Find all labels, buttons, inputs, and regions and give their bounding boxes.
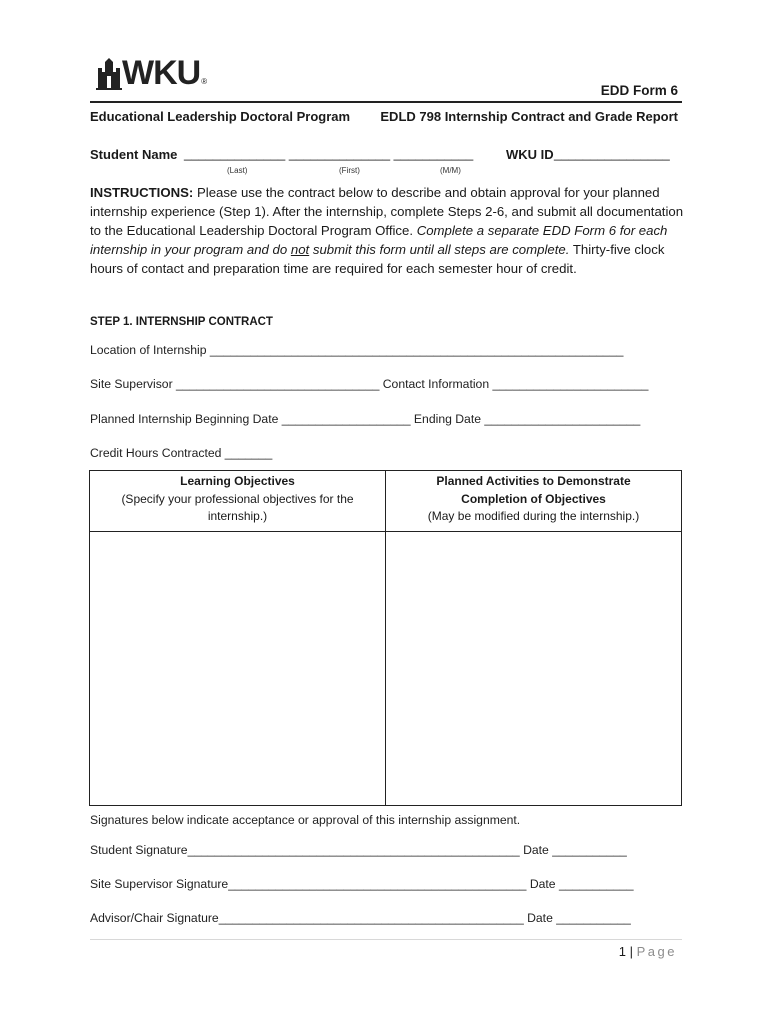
page-num-value: 1 — [618, 944, 627, 959]
instructions-italic-1: Complete a separate EDD Form 6 for each internship in your program and do — [90, 223, 668, 257]
form-id: EDD Form 6 — [600, 83, 678, 98]
learning-objectives-cell[interactable] — [90, 532, 386, 806]
learning-objectives-header — [90, 471, 386, 532]
instructions-paragraph — [90, 183, 690, 278]
instructions-text-1: Please use the contract below to describe and obtain approval for your planned internship experience (Step 1). After the internship, complete Steps 2-6, and submit all documentation to the Educational Leadership Doctoral Program Office. — [90, 185, 684, 238]
credit-hours-field[interactable]: Credit Hours Contracted _______ — [90, 446, 273, 460]
instructions-not: not — [290, 242, 310, 257]
course-title: EDLD 798 Internship Contract and Grade Report — [380, 109, 678, 124]
page-separator: | — [626, 944, 637, 959]
wku-logo — [96, 50, 207, 90]
signatures-intro: Signatures below indicate acceptance or approval of this internship assignment. — [90, 813, 521, 827]
objectives-table — [89, 470, 682, 806]
instructions-italic-2: submit this form until all steps are complete. — [309, 242, 570, 257]
first-name-caption: (First) — [339, 166, 360, 175]
instructions-text-2: Thirty-five clock hours of contact and preparation time are required for each semester hour of credit. — [90, 242, 665, 276]
wku-id-field[interactable]: ________________ — [554, 146, 670, 161]
program-name: Educational Leadership Doctoral Program — [90, 109, 351, 124]
instructions-label: INSTRUCTIONS: — [90, 185, 194, 200]
registered-mark: ® — [201, 77, 208, 86]
header-rule — [90, 101, 682, 103]
logo-text: WKU — [122, 54, 201, 92]
planned-activities-subtitle: (May be modified during the internship.) — [427, 509, 640, 523]
learning-objectives-title: Learning Objectives — [180, 474, 295, 488]
footer-rule — [90, 939, 682, 940]
wku-id-label: WKU ID — [506, 147, 554, 162]
student-name-label: Student Name — [90, 147, 178, 162]
student-name-field[interactable]: ______________ ______________ ___________ — [184, 146, 474, 161]
planned-activities-title: Planned Activities to Demonstrate Completion of Objectives — [436, 474, 631, 506]
last-name-caption: (Last) — [227, 166, 248, 175]
page-word: Page — [636, 944, 677, 959]
location-field[interactable]: Location of Internship _____________________________________________________________ — [90, 343, 624, 357]
dates-field[interactable]: Planned Internship Beginning Date ___________________ Ending Date _______________________ — [90, 412, 641, 426]
advisor-signature-field[interactable]: Advisor/Chair Signature_____________________________________________ Date ___________ — [90, 911, 631, 925]
step1-title: STEP 1. INTERNSHIP CONTRACT — [90, 316, 273, 328]
tower-icon — [96, 58, 122, 90]
middle-initial-caption: (M/M) — [440, 166, 461, 175]
planned-activities-cell[interactable] — [386, 532, 682, 806]
student-signature-field[interactable]: Student Signature_________________________________________________ Date ___________ — [90, 843, 627, 857]
learning-objectives-subtitle: (Specify your professional objectives for the internship.) — [121, 491, 354, 523]
site-supervisor-signature-field[interactable]: Site Supervisor Signature____________________________________________ Date ___________ — [90, 877, 634, 891]
supervisor-contact-field[interactable]: Site Supervisor ______________________________ Contact Information _______________________ — [90, 377, 649, 391]
planned-activities-header — [386, 471, 682, 532]
page-number — [619, 944, 677, 959]
